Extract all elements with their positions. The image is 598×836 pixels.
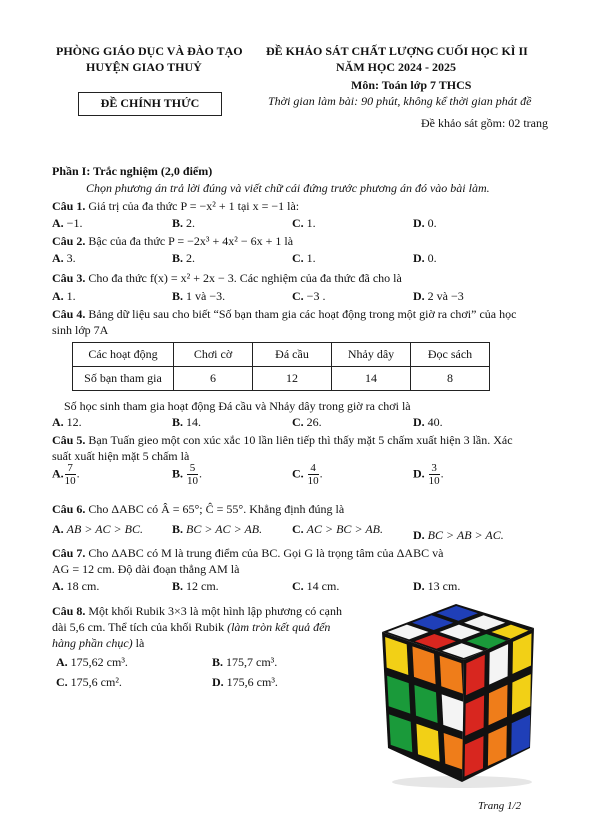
- q5-option-c: C. $\frac{4}{10}$ .: [292, 462, 323, 487]
- question-3: Câu 3. Cho đa thức f(x) = x² + 2x − 3. Các nghiệm của đa thức đã cho là: [52, 271, 402, 285]
- q1-option-a: A. −1.: [52, 216, 83, 230]
- table-row: [73, 343, 490, 367]
- q8-option-a: A. 175,62 cm³.: [56, 655, 128, 669]
- q8-option-c: C. 175,6 cm².: [56, 675, 122, 689]
- q3-option-c: C. −3 .: [292, 289, 326, 303]
- q7-option-a: A. 18 cm.: [52, 579, 100, 593]
- question-5-cont: suất xuất hiện mặt 5 chấm là: [52, 449, 190, 463]
- q6-option-b: B. BC > AC > AB.: [172, 522, 263, 536]
- table-cell: 12: [253, 367, 332, 391]
- part1-title: Phần I: Trắc nghiệm (2,0 điểm): [52, 164, 213, 178]
- q7-option-d: D. 13 cm.: [413, 579, 461, 593]
- q3-option-b: B. 1 và −3.: [172, 289, 226, 303]
- exam-title: ĐỀ KHẢO SÁT CHẤT LƯỢNG CUỐI HỌC KÌ II: [266, 44, 528, 58]
- activity-table: [72, 342, 490, 391]
- q3-option-a: A. 1.: [52, 289, 76, 303]
- question-7-cont: AG = 12 cm. Độ dài đoạn thẳng AM là: [52, 562, 240, 576]
- table-cell: Số bạn tham gia: [73, 367, 174, 391]
- table-header-cell: Nhảy dây: [332, 343, 411, 367]
- table-header-cell: Đọc sách: [411, 343, 490, 367]
- q7-option-b: B. 12 cm.: [172, 579, 219, 593]
- official-label: ĐỀ CHÍNH THỨC: [100, 96, 200, 110]
- q1-option-b: B. 2.: [172, 216, 196, 230]
- q4-option-a: A. 12.: [52, 415, 82, 429]
- question-8-cont2: hàng phần chục) là: [52, 636, 145, 650]
- part1-instruction: Chọn phương án trả lời đúng và viết chữ cái đứng trước phương án đó vào bài làm.: [86, 181, 490, 195]
- q1-option-d: D. 0.: [413, 216, 437, 230]
- table-row: [73, 367, 490, 391]
- q7-option-c: C. 14 cm.: [292, 579, 340, 593]
- school-year: NĂM HỌC 2024 - 2025: [336, 60, 456, 74]
- table-header-cell: Chơi cờ: [174, 343, 253, 367]
- q6-option-c: C. AC > BC > AB.: [292, 522, 383, 536]
- q2-option-a: A. 3.: [52, 251, 76, 265]
- q6-option-d: D. BC > AB > AC.: [413, 528, 504, 542]
- table-cell: 6: [174, 367, 253, 391]
- q2-option-d: D. 0.: [413, 251, 437, 265]
- subject: Môn: Toán lớp 7 THCS: [351, 78, 472, 92]
- q4-option-c: C. 26.: [292, 415, 322, 429]
- district-name: HUYỆN GIAO THUỶ: [86, 60, 202, 74]
- question-8-cont: dài 5,6 cm. Thể tích của khối Rubik (làm tròn kết quả đến: [52, 620, 331, 634]
- exam-time: Thời gian làm bài: 90 phút, không kể thời gian phát đề: [268, 94, 532, 108]
- q1-option-c: C. 1.: [292, 216, 316, 230]
- table-cell: 8: [411, 367, 490, 391]
- q8-option-d: D. 175,6 cm³.: [212, 675, 278, 689]
- question-1: Câu 1. Giá trị của đa thức P = −x² + 1 tại x = −1 là:: [52, 199, 300, 213]
- question-5: Câu 5. Bạn Tuấn gieo một con xúc xắc 10 lần liên tiếp thì thấy mặt 5 chấm xuất hiện 3 lần. Xác: [52, 433, 513, 447]
- q4-option-d: D. 40.: [413, 415, 443, 429]
- question-4-cont: sinh lớp 7A: [52, 323, 109, 337]
- question-8: Câu 8. Một khối Rubik 3×3 là một hình lập phương có cạnh: [52, 604, 342, 618]
- q3-option-d: D. 2 và −3: [413, 289, 464, 303]
- rubik-cube-image: [366, 598, 548, 790]
- question-6: Câu 6. Cho ΔABC có Â = 65°; Ĉ = 55°. Khẳng định đúng là: [52, 502, 345, 516]
- q5-option-b: B. $\frac{5}{10}$ .: [172, 462, 203, 487]
- q2-option-c: C. 1.: [292, 251, 316, 265]
- question-4: Câu 4. Bảng dữ liệu sau cho biết “Số bạn tham gia các hoạt động trong một giờ ra chơi” của học: [52, 307, 517, 321]
- table-cell: 14: [332, 367, 411, 391]
- page-count: Đề khảo sát gồm: 02 trang: [421, 116, 548, 130]
- page-footer: Trang 1/2: [478, 800, 522, 812]
- q2-option-b: B. 2.: [172, 251, 196, 265]
- department-name: PHÒNG GIÁO DỤC VÀ ĐÀO TẠO: [56, 44, 243, 58]
- question-2: Câu 2. Bậc của đa thức P = −2x³ + 4x² − 6x + 1 là: [52, 234, 294, 248]
- q5-option-a: A. $\frac{7}{10}$ .: [52, 462, 80, 487]
- question-7: Câu 7. Cho ΔABC có M là trung điểm của BC. Gọi G là trọng tâm của ΔABC và: [52, 546, 444, 560]
- q6-option-a: A. AB > AC > BC.: [52, 522, 143, 536]
- table-header-cell: Đá cầu: [253, 343, 332, 367]
- q5-option-d: D. $\frac{3}{10}$ .: [413, 462, 444, 487]
- q4-option-b: B. 14.: [172, 415, 202, 429]
- table-header-cell: Các hoạt động: [73, 343, 174, 367]
- question-4-sub: Số học sinh tham gia hoạt động Đá cầu và Nhảy dây trong giờ ra chơi là: [64, 399, 411, 413]
- q8-option-b: B. 175,7 cm³.: [212, 655, 278, 669]
